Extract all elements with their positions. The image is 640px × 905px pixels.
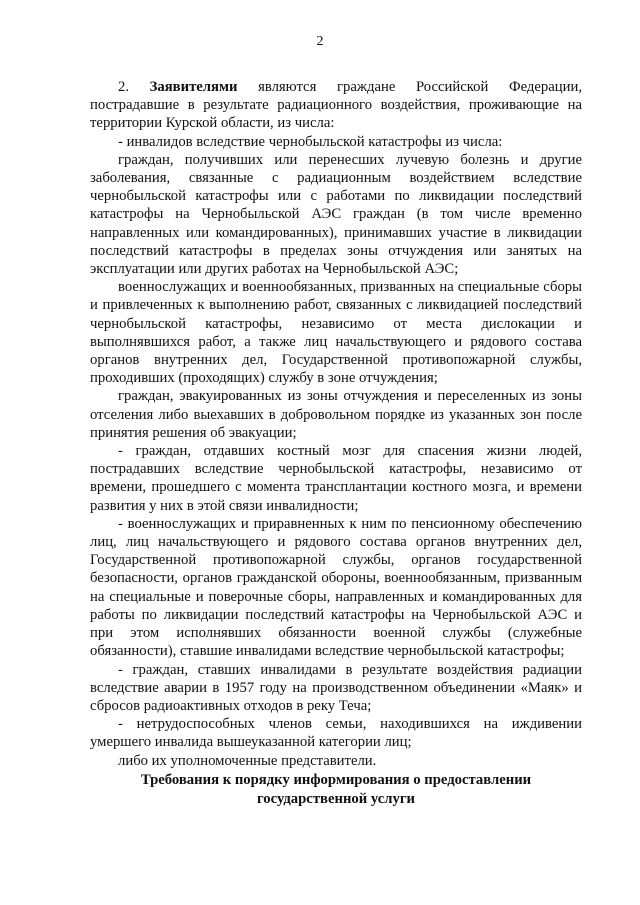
paragraph-dependents: - нетрудоспособных членов семьи, находившихся на иждивении умершего инвалида вышеуказанной категории лиц; xyxy=(90,716,582,751)
item-number: 2. xyxy=(118,79,130,95)
section-heading xyxy=(90,771,582,808)
document-body xyxy=(90,78,582,770)
paragraph-military-equivalent: - военнослужащих и приравненных к ним по пенсионному обеспечению лиц, лиц начальствующего и рядового состава органов внутренних дел, Государственной противопожарной службы, органов государственной безопасности, органов гражданской обороны, военнообязанным, призванным на специальные и поверочные сборы, направленных и командированных для работы по ликвидации последствий катастрофы на Чернобыльской АЭС и при этом исполнявших обязанности военной службы (служебные обязанности), ставшие инвалидами вследствие чернобыльской катастрофы; xyxy=(90,515,582,660)
paragraph-applicants xyxy=(90,78,582,133)
page-number: 2 xyxy=(316,34,324,49)
paragraph-evacuated: граждан, эвакуированных из зоны отчуждения и переселенных из зоны отселения либо выехавших в добровольном порядке из указанных зон после принятия решения об эвакуации; xyxy=(90,388,582,441)
paragraph-radiation-sickness: граждан, получивших или перенесших лучевую болезнь и другие заболевания, связанные с радиационным воздействием вследствие чернобыльской катастрофы или с работами по ликвидации последствий катастрофы на Чернобыльской АЭС граждан (в том числе временно направленных или командированных), принимавших участие в ликвидации последствий катастрофы в пределах зоны отчуждения или занятых на эксплуатации или других работах на Чернобыльской АЭС; xyxy=(90,151,582,278)
paragraph-military-servicemen: военнослужащих и военнообязанных, призванных на специальные сборы и привлеченных к выполнению работ, связанных с ликвидацией последствий чернобыльской катастрофы, независимо от места дислокации и выполнявшихся работ, а также лиц начальствующего и рядового состава органов внутренних дел, Государственной противопожарной службы, проходивших (проходящих) службу в зоне отчуждения; xyxy=(90,279,582,387)
paragraph-bone-marrow: - граждан, отдавших костный мозг для спасения жизни людей, пострадавших вследствие чернобыльской катастрофы, независимо от времени, прошедшего с момента трансплантации костного мозга, и времени развития у них в этой связи инвалидности; xyxy=(90,443,582,514)
applicants-text: являются граждане Российской Федерации, пострадавшие в результате радиационного воздействия, проживающие на территории Курской области, из числа: xyxy=(90,79,583,132)
paragraph-mayak: - граждан, ставших инвалидами в результате воздействия радиации вследствие аварии в 1957 году на производственном объединении «Маяк» и сбросов радиоактивных отходов в реку Теча; xyxy=(90,661,582,714)
heading-line-1: Требования к порядку информирования о предоставлении xyxy=(140,772,532,788)
paragraph-representatives: либо их уполномоченные представители. xyxy=(118,752,377,769)
applicants-term: Заявителями xyxy=(149,79,238,95)
heading-line-2: государственной услуги xyxy=(256,790,416,807)
paragraph-disabled-chernobyl: - инвалидов вследствие чернобыльской катастрофы из числа: xyxy=(118,133,503,150)
